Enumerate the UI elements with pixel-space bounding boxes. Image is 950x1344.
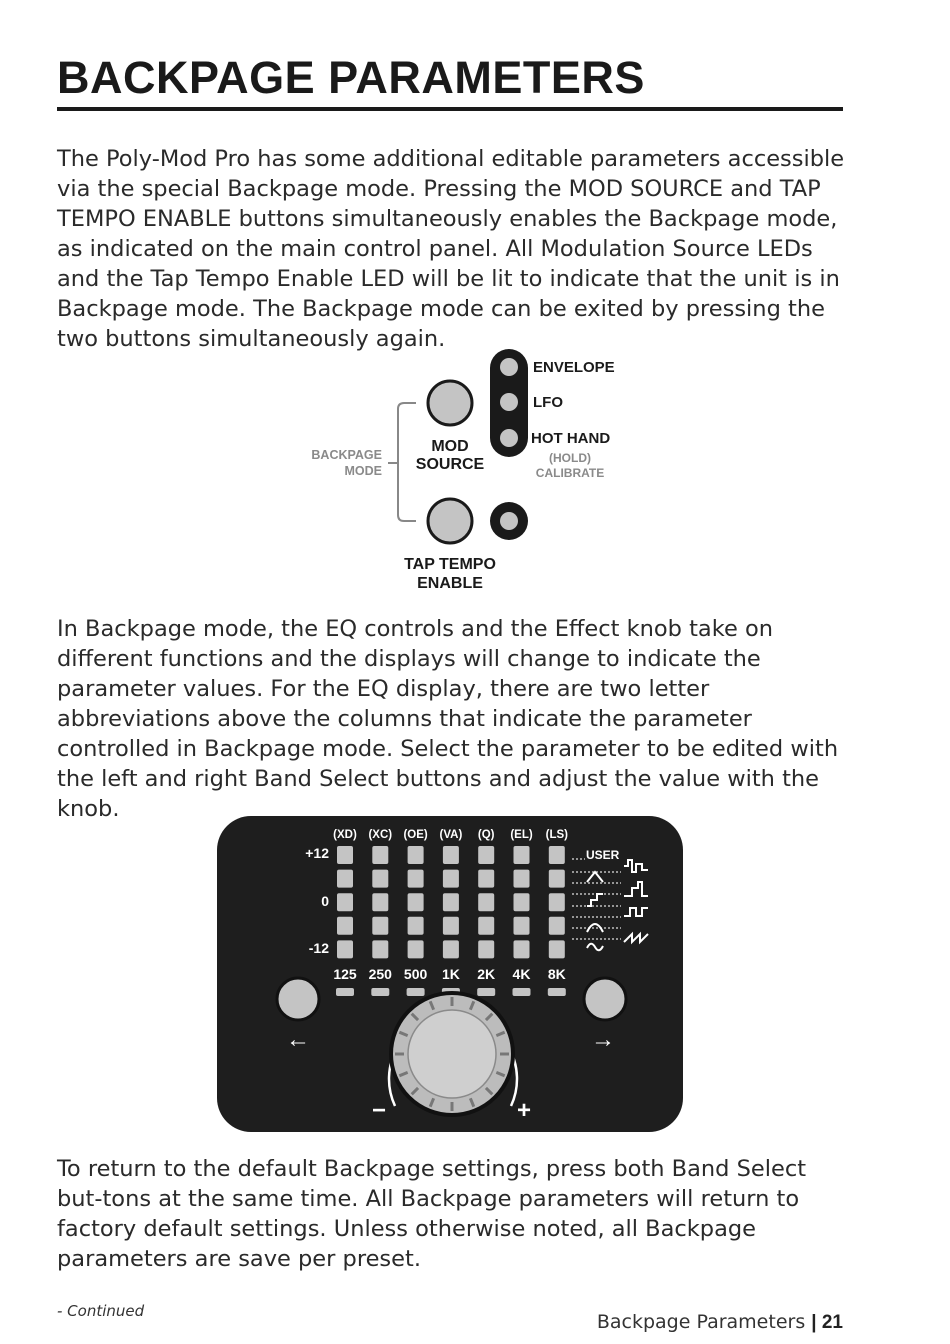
eq-segment <box>408 940 424 958</box>
eq-segment <box>337 846 353 864</box>
eq-segment <box>549 846 565 864</box>
scale-label-2: 0 <box>321 893 329 909</box>
eq-segment <box>443 870 459 888</box>
mod-source-diagram <box>300 345 640 600</box>
frequency-label-3: 500 <box>403 966 428 982</box>
frequency-label-7: 8K <box>547 966 566 982</box>
eq-segment <box>549 940 565 958</box>
scale-label-3: -12 <box>308 940 329 956</box>
frequency-label-5: 2K <box>477 966 496 982</box>
band-indicator-led <box>513 988 531 996</box>
column-abbreviation-4: (VA) <box>439 829 463 841</box>
tap-tempo-led <box>500 512 518 530</box>
band-indicator-led <box>548 988 566 996</box>
hold-label: (HOLD) <box>549 451 591 465</box>
frequency-label-2: 250 <box>368 966 392 982</box>
lfo-label: LFO <box>533 394 563 411</box>
eq-panel <box>217 816 683 1132</box>
tap-tempo-label-line1: TAP TEMPO <box>404 556 496 573</box>
eq-segment <box>408 870 424 888</box>
column-abbreviation-1: (XD) <box>333 829 357 841</box>
user-waveform-label: USER <box>586 848 620 862</box>
eq-segment <box>372 846 388 864</box>
eq-segment <box>408 846 424 864</box>
left-arrow-icon: ← <box>286 1026 310 1053</box>
eq-segment <box>372 893 388 911</box>
eq-segment <box>478 893 494 911</box>
mod-source-label-line1: MOD <box>431 438 469 455</box>
eq-segment <box>478 917 494 935</box>
eq-segment <box>337 940 353 958</box>
band-indicator-led <box>336 988 354 996</box>
eq-segment <box>549 917 565 935</box>
page-number: | 21 <box>811 1312 843 1333</box>
eq-segment <box>337 870 353 888</box>
envelope-label: ENVELOPE <box>533 359 615 376</box>
right-arrow-icon: → <box>591 1026 615 1053</box>
column-abbreviation-3: (OE) <box>403 829 428 841</box>
page-title: BACKPAGE PARAMETERS <box>57 52 645 103</box>
eq-segment <box>408 893 424 911</box>
mod-source-button[interactable] <box>428 381 472 425</box>
continued-note: - Continued <box>57 1302 145 1320</box>
tap-tempo-label-line2: ENABLE <box>417 575 483 592</box>
eq-segment <box>514 870 530 888</box>
envelope-led <box>500 358 518 376</box>
scale-label-1: +12 <box>305 845 329 861</box>
column-abbreviation-6: (EL) <box>510 829 533 841</box>
column-abbreviation-7: (LS) <box>545 829 568 841</box>
backpage-mode-label-line1: BACKPAGE <box>311 448 382 462</box>
title-rule <box>57 107 843 111</box>
frequency-label-1: 125 <box>333 966 357 982</box>
left-band-select-button[interactable] <box>277 978 319 1020</box>
page-footer <box>597 1311 843 1334</box>
tap-tempo-button[interactable] <box>428 499 472 543</box>
backpage-mode-label-line2: MODE <box>344 464 382 478</box>
column-abbreviation-5: (Q) <box>477 829 495 841</box>
knob-plus-label: + <box>516 1097 532 1124</box>
eq-segment <box>443 917 459 935</box>
footer-section-title: Backpage Parameters <box>596 1311 806 1333</box>
eq-segment <box>443 893 459 911</box>
eq-segment <box>372 940 388 958</box>
frequency-label-6: 4K <box>512 966 531 982</box>
hot-hand-label: HOT HAND <box>531 430 611 447</box>
lfo-led <box>500 393 518 411</box>
knob-minus-label: − <box>371 1097 387 1124</box>
band-indicator-led <box>477 988 495 996</box>
backpage-bracket <box>398 403 416 521</box>
eq-paragraph: In Backpage mode, the EQ controls and the Effect knob take on different functions and the displays will change to indicate the parameter values. For the EQ display, there are two letter abbreviations above the columns that indicate the parameter controlled in Backpage mode. Select the parameter to be edited with the left and right Band Select buttons and adjust the value with the knob. <box>57 616 839 822</box>
right-band-select-button[interactable] <box>584 978 626 1020</box>
eq-segment <box>478 870 494 888</box>
eq-segment <box>372 917 388 935</box>
frequency-label-4: 1K <box>441 966 460 982</box>
eq-segment <box>443 940 459 958</box>
eq-segment <box>514 893 530 911</box>
eq-segment <box>514 940 530 958</box>
eq-segment <box>549 870 565 888</box>
eq-segment <box>337 917 353 935</box>
band-indicator-led <box>371 988 389 996</box>
eq-segment <box>443 846 459 864</box>
eq-segment <box>337 893 353 911</box>
eq-segment <box>549 893 565 911</box>
hot-hand-led <box>500 429 518 447</box>
calibrate-label: CALIBRATE <box>535 466 605 480</box>
effect-knob-inner <box>408 1010 496 1098</box>
eq-segment <box>514 917 530 935</box>
intro-paragraph: The Poly-Mod Pro has some additional editable parameters accessible via the special Backpage mode. Pressing the MOD SOURCE and TAP TEMPO ENABLE buttons simultaneously enables the Backpage mode, as indicated on the main control panel. All Modulation Source LEDs and the Tap Tempo Enable LED will be lit to indicate that the unit is in Backpage mode. The Backpage mode can be exited by pressing the two buttons simultaneously again. <box>57 146 845 352</box>
eq-segment <box>478 846 494 864</box>
eq-segment <box>478 940 494 958</box>
band-indicator-led <box>407 988 425 996</box>
reset-paragraph: To return to the default Backpage settings, press both Band Select but-tons at the same time. All Backpage parameters will return to factory default settings. Unless otherwise noted, all Backpage parameters are save per preset. <box>57 1156 807 1272</box>
eq-segment <box>372 870 388 888</box>
column-abbreviation-2: (XC) <box>368 829 393 841</box>
mod-source-label-line2: SOURCE <box>415 456 485 473</box>
eq-segment <box>514 846 530 864</box>
eq-segment <box>408 917 424 935</box>
